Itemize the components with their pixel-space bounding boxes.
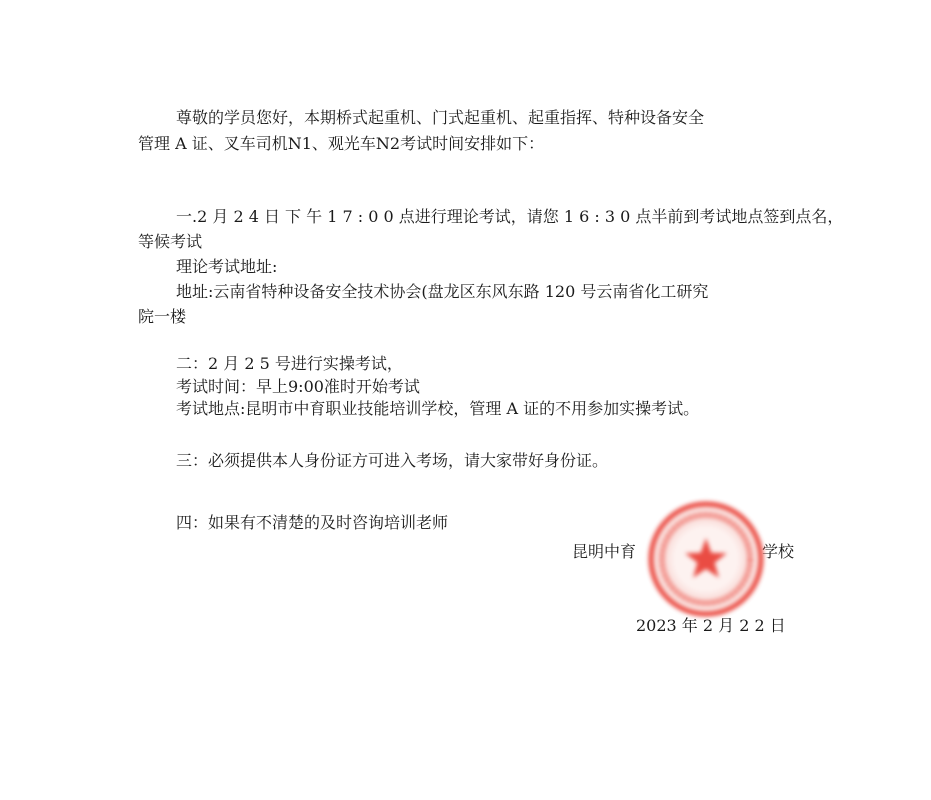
paragraph-greeting-line-2: 管理 A 证、叉车司机N1、观光车N2考试时间安排如下： [138, 134, 545, 153]
item-2-practical-exam: 二：2 月 2 5 号进行实操考试， [176, 354, 403, 373]
item-4-contact-teacher: 四：如果有不清楚的及时咨询培训老师 [176, 513, 449, 532]
theory-exam-address-title: 理论考试地址: [176, 257, 278, 276]
paragraph-greeting-line-1: 尊敬的学员您好，本期桥式起重机、门式起重机、起重指挥、特种设备安全 [176, 108, 705, 127]
item-3-id-requirement: 三：必须提供本人身份证方可进入考场，请大家带好身份证。 [176, 451, 609, 470]
signature-org-left: 昆明中育 [572, 542, 637, 561]
practical-exam-time: 考试时间：早上9:00准时开始考试 [176, 377, 420, 396]
item-1-theory-exam-line-1: 一.2 月 2 4 日 下 午 1 7 : 0 0 点进行理论考试，请您 1 6 : 3 0 点半前到考试地点签到点名， [176, 207, 844, 226]
theory-exam-address-line-2: 院一楼 [138, 307, 187, 326]
theory-exam-address-line-1: 地址:云南省特种设备安全技术协会(盘龙区东风东路 120 号云南省化工研究 [176, 282, 709, 301]
practical-exam-place: 考试地点:昆明市中育职业技能培训学校，管理 A 证的不用参加实操考试。 [176, 399, 700, 418]
item-1-theory-exam-line-2: 等候考试 [138, 232, 203, 251]
official-seal-icon [647, 500, 765, 618]
signature-org-right: 学校 [762, 542, 795, 561]
signature-date: 2023 年 2 月 2 2 日 [636, 616, 786, 635]
